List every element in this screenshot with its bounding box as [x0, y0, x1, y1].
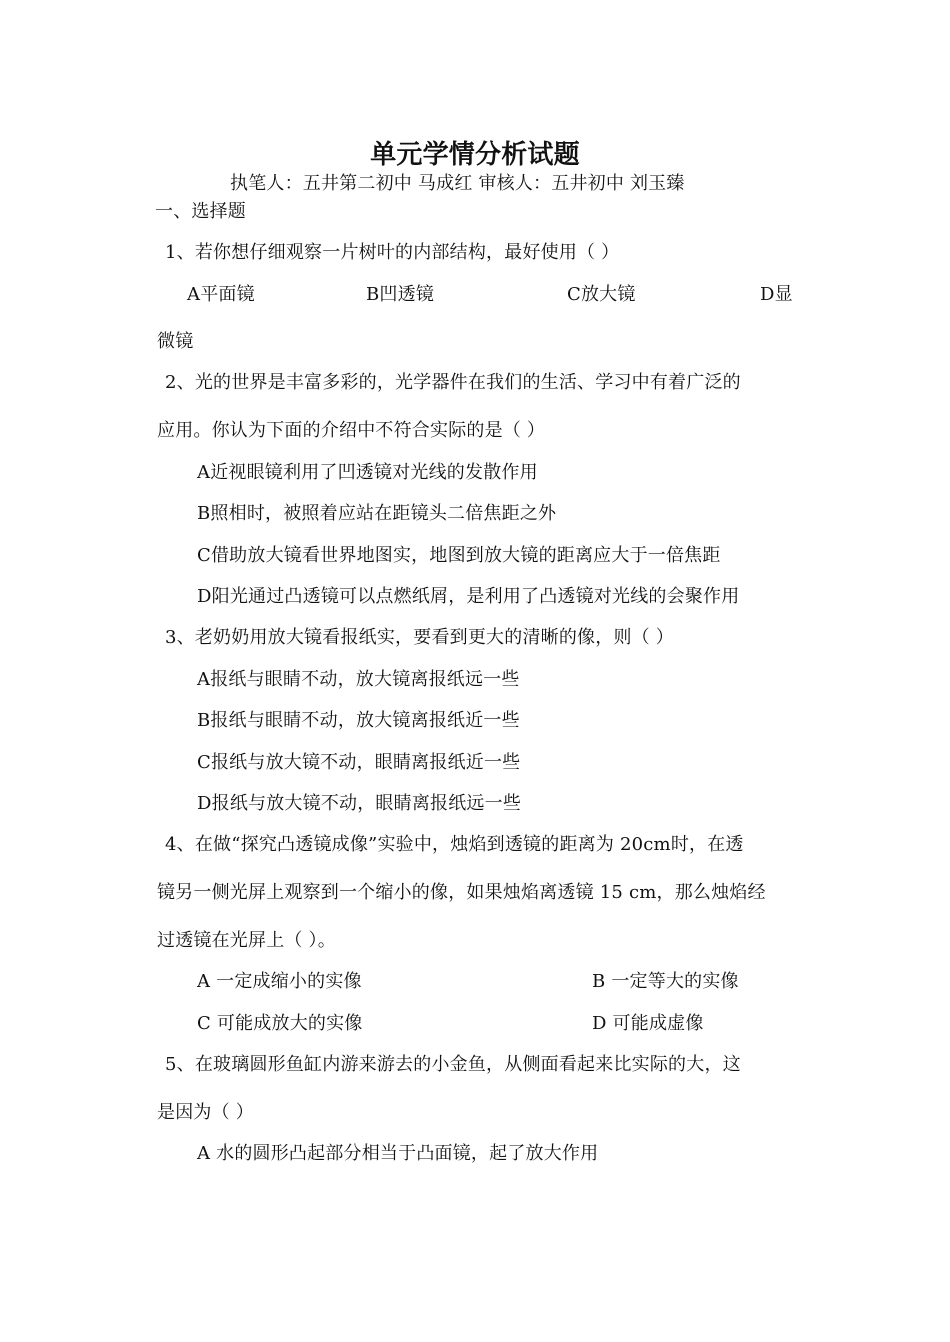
- q2-stem-line-1: 2、光的世界是丰富多彩的，光学器件在我们的生活、学习中有着广泛的: [165, 372, 741, 393]
- q3-option-d: D报纸与放大镜不动，眼睛离报纸远一些: [197, 793, 522, 814]
- authors-line: 执笔人：五井第二初中 马成红 审核人：五井初中 刘玉臻: [230, 173, 685, 194]
- q4-stem-line-3: 过透镜在光屏上（ ）。: [157, 930, 336, 951]
- q5-option-a: A 水的圆形凸起部分相当于凸面镜，起了放大作用: [197, 1143, 599, 1164]
- q2-option-c: C借助放大镜看世界地图实，地图到放大镜的距离应大于一倍焦距: [197, 545, 721, 566]
- q3-option-c: C报纸与放大镜不动，眼睛离报纸近一些: [197, 752, 521, 773]
- q1-option-b: B凹透镜: [366, 284, 435, 305]
- q5-stem-line-1: 5、在玻璃圆形鱼缸内游来游去的小金鱼，从侧面看起来比实际的大，这: [165, 1054, 741, 1075]
- q1-option-a: A平面镜: [187, 284, 255, 305]
- q2-option-b: B照相时，被照着应站在距镜头二倍焦距之外: [197, 503, 557, 524]
- q1-stem: 1、若你想仔细观察一片树叶的内部结构，最好使用（ ）: [165, 242, 620, 263]
- q1-option-d-continued: 微镜: [157, 331, 194, 352]
- q3-stem: 3、老奶奶用放大镜看报纸实，要看到更大的清晰的像，则（ ）: [165, 627, 674, 648]
- q4-option-d: D 可能成虚像: [592, 1013, 704, 1034]
- q4-option-c: C 可能成放大的实像: [197, 1013, 363, 1034]
- q2-option-d: D阳光通过凸透镜可以点燃纸屑，是利用了凸透镜对光线的会聚作用: [197, 586, 740, 607]
- q1-option-d: D显: [760, 284, 793, 305]
- q3-option-b: B报纸与眼睛不动，放大镜离报纸近一些: [197, 710, 520, 731]
- q2-option-a: A近视眼镜利用了凹透镜对光线的发散作用: [197, 462, 538, 483]
- q3-option-a: A报纸与眼睛不动，放大镜离报纸远一些: [197, 669, 520, 690]
- q2-stem-line-2: 应用。你认为下面的介绍中不符合实际的是（ ）: [157, 420, 546, 441]
- q5-stem-line-2: 是因为（ ）: [157, 1102, 254, 1123]
- q4-option-a: A 一定成缩小的实像: [197, 971, 362, 992]
- q4-stem-line-2: 镜另一侧光屏上观察到一个缩小的像，如果烛焰离透镜 15 cm，那么烛焰经: [157, 882, 766, 903]
- q4-option-b: B 一定等大的实像: [592, 971, 739, 992]
- page-title: 单元学情分析试题: [370, 140, 580, 170]
- q1-option-c: C放大镜: [567, 284, 636, 305]
- section-heading: 一、选择题: [155, 201, 246, 222]
- q4-stem-line-1: 4、在做“探究凸透镜成像”实验中，烛焰到透镜的距离为 20cm时，在透: [165, 834, 744, 855]
